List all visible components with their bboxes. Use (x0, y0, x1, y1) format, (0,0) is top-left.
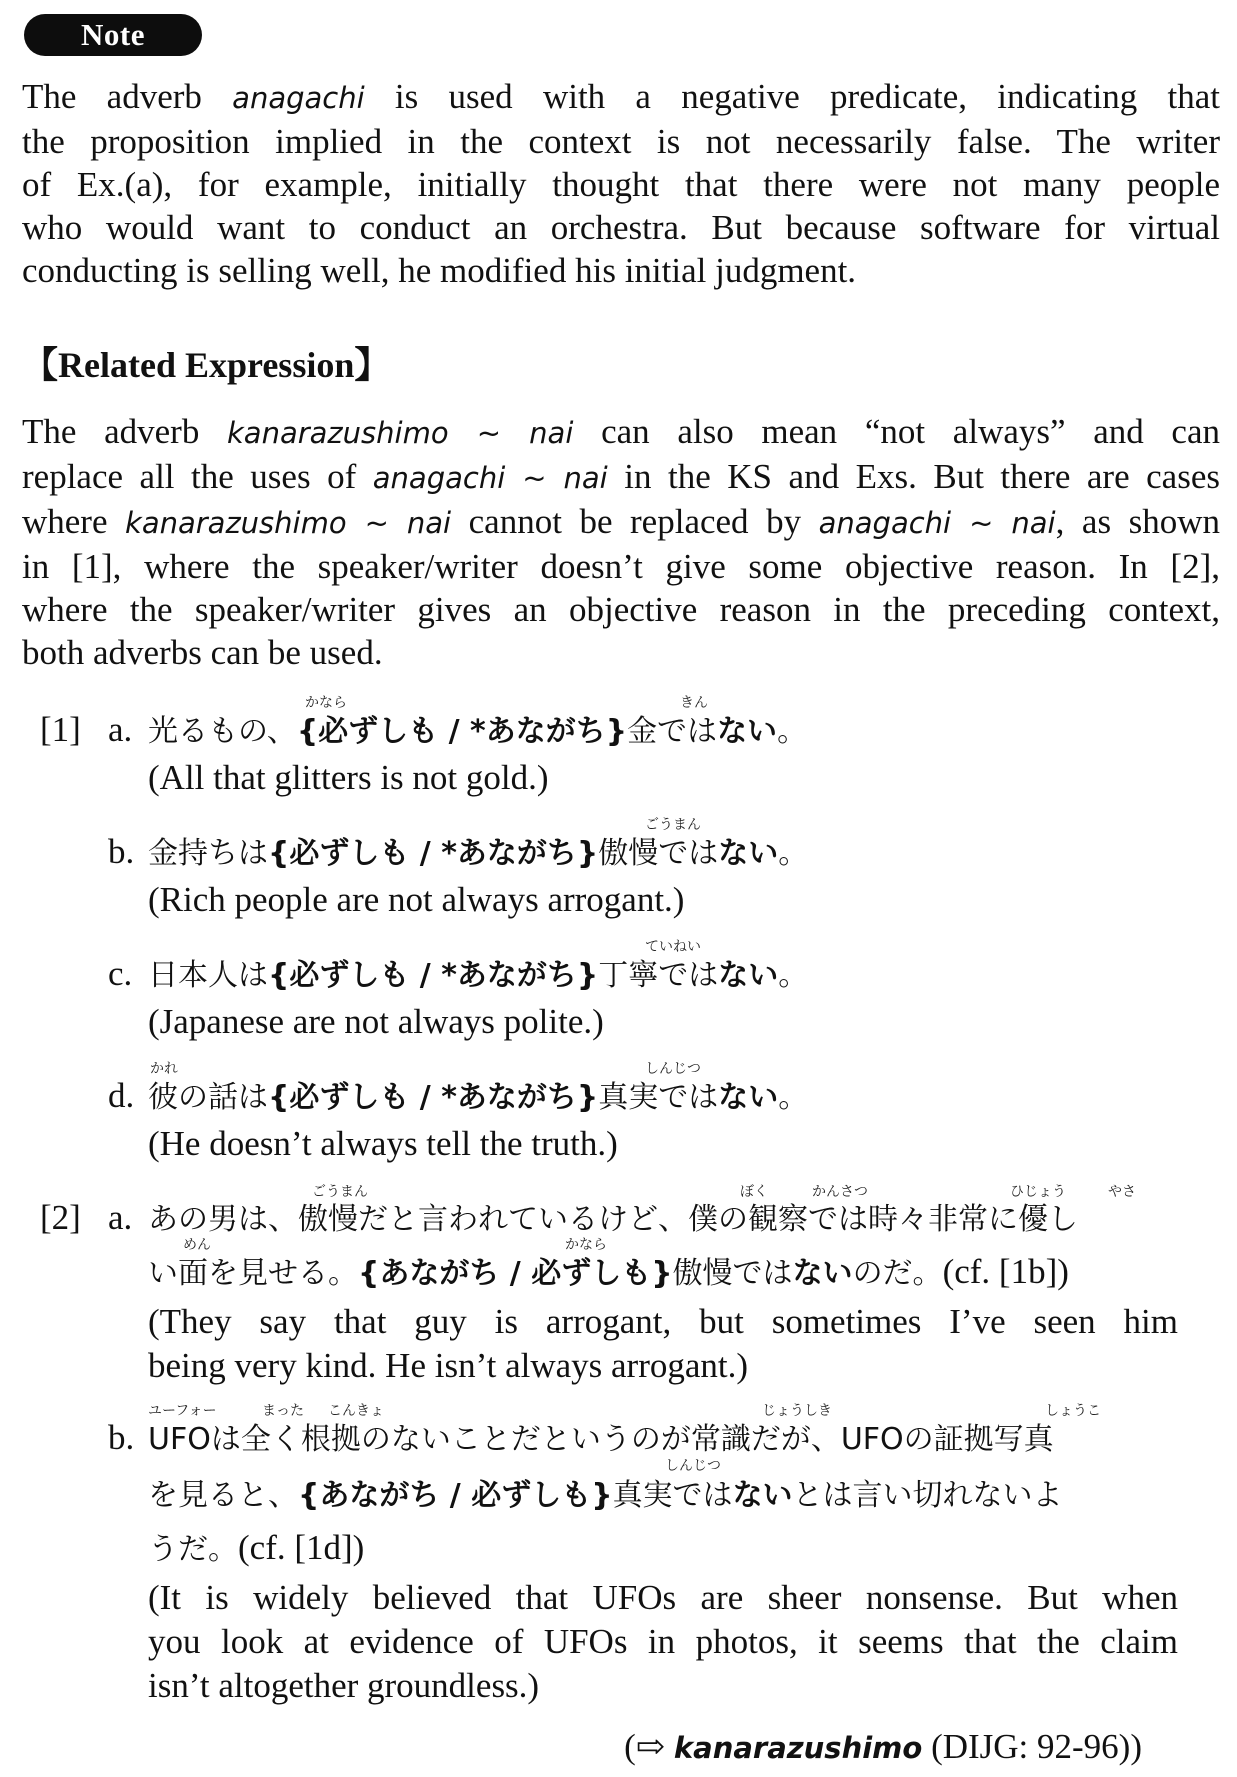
ruby: ユーフォー (148, 1403, 217, 1419)
example-2a-jp-line1: あの男は、傲慢だと言われているけど、僕の観察では時々非常に優し (148, 1202, 1078, 1237)
example-label: b. (108, 832, 135, 871)
example-label: b. (108, 1418, 135, 1457)
example-1c-en: (Japanese are not always polite.) (148, 1002, 604, 1041)
example-2b-en-line1: (It is widely believed that UFOs are sheer nonsense. But when (148, 1578, 1178, 1617)
ruby: まった (262, 1403, 304, 1419)
related-line: The adverb kanarazushimo ~ nai can also mean “not always” and can (22, 412, 1221, 451)
example-1c-jp: 日本人は{必ずしも / *あながち}丁寧ではない。 (148, 958, 809, 993)
related-line: where kanarazushimo ~ nai cannot be replaced by anagachi ~ nai, as shown (22, 502, 1220, 541)
ruby: きん (680, 695, 708, 711)
example-label: d. (108, 1076, 135, 1115)
example-label: a. (108, 1198, 133, 1237)
note-label: Note (24, 14, 202, 56)
example-label: c. (108, 954, 133, 993)
note-line: who would want to conduct an orchestra. But because software for virtual (22, 208, 1220, 247)
ruby: しょうこ (1045, 1403, 1101, 1419)
ruby: かなら (305, 695, 347, 711)
cross-reference: (⇨ kanarazushimo (DIJG: 92-96)) (624, 1727, 1142, 1766)
example-2b-en-line3: isn’t altogether groundless.) (148, 1666, 540, 1705)
example-1b-jp: 金持ちは{必ずしも / *あながち}傲慢ではない。 (148, 836, 809, 871)
example-1a-en: (All that glitters is not gold.) (148, 758, 549, 797)
example-2b-en-line2: you look at evidence of UFOs in photos, it seems that the claim (148, 1622, 1178, 1661)
ruby: やさ (1108, 1184, 1136, 1200)
example-1d-jp: 彼の話は{必ずしも / *あながち}真実ではない。 (148, 1080, 809, 1115)
related-heading: 【Related Expression】 (22, 345, 391, 385)
example-label: a. (108, 710, 133, 749)
related-line: both adverbs can be used. (22, 633, 383, 672)
note-line: The adverb anagachi is used with a negative predicate, indicating that (22, 77, 1220, 116)
ruby: こんきょ (328, 1403, 384, 1419)
example-2b-jp-line2: を見ると、{あながち / 必ずしも}真実ではないとは言い切れないよ (148, 1478, 1063, 1513)
example-1d-en: (He doesn’t always tell the truth.) (148, 1124, 618, 1163)
ruby: ぼく (740, 1184, 768, 1200)
related-paragraph (22, 410, 1220, 674)
related-line: in [1], where the speaker/writer doesn’t give some objective reason. In [2], (22, 547, 1220, 586)
note-line: of Ex.(a), for example, initially thought that there were not many people (22, 165, 1220, 204)
note-line: conducting is selling well, he modified his initial judgment. (22, 251, 857, 290)
ruby: ていねい (645, 939, 701, 955)
example-2a-en-line2: being very kind. He isn’t always arrogant.) (148, 1346, 749, 1385)
ruby: かれ (150, 1061, 178, 1077)
example-number-2: [2] (40, 1198, 81, 1237)
example-number-1: [1] (40, 710, 81, 749)
ruby: めん (183, 1237, 211, 1253)
note-line: the proposition implied in the context is not necessarily false. The writer (22, 122, 1220, 161)
example-2a-jp-line2: い面を見せる。{あながち / 必ずしも}傲慢ではないのだ。(cf. [1b]) (148, 1252, 1069, 1291)
example-2a-en-line1: (They say that guy is arrogant, but sometimes I’ve seen him (148, 1302, 1178, 1341)
related-line: where the speaker/writer gives an objective reason in the preceding context, (22, 590, 1220, 629)
example-1b-en: (Rich people are not always arrogant.) (148, 880, 685, 919)
ruby: しんじつ (645, 1061, 701, 1077)
ruby: かんさつ (812, 1184, 868, 1200)
ruby: しんじつ (665, 1458, 721, 1474)
example-2b-jp-line1: UFOは全く根拠のないことだというのが常識だが、UFOの証拠写真 (148, 1422, 1054, 1457)
related-line: replace all the uses of anagachi ~ nai in the KS and Exs. But there are cases (22, 457, 1220, 496)
ruby: ひじょう (1010, 1184, 1066, 1200)
ruby: ごうまん (645, 817, 701, 833)
ruby: かなら (565, 1237, 607, 1253)
ruby: じょうしき (762, 1403, 832, 1419)
note-paragraph (22, 75, 1220, 292)
example-1a-jp: 光るもの、{必ずしも / *あながち}金ではない。 (148, 714, 808, 749)
example-2b-jp-line3: うだ。(cf. [1d]) (148, 1528, 365, 1567)
ruby: ごうまん (312, 1184, 368, 1200)
